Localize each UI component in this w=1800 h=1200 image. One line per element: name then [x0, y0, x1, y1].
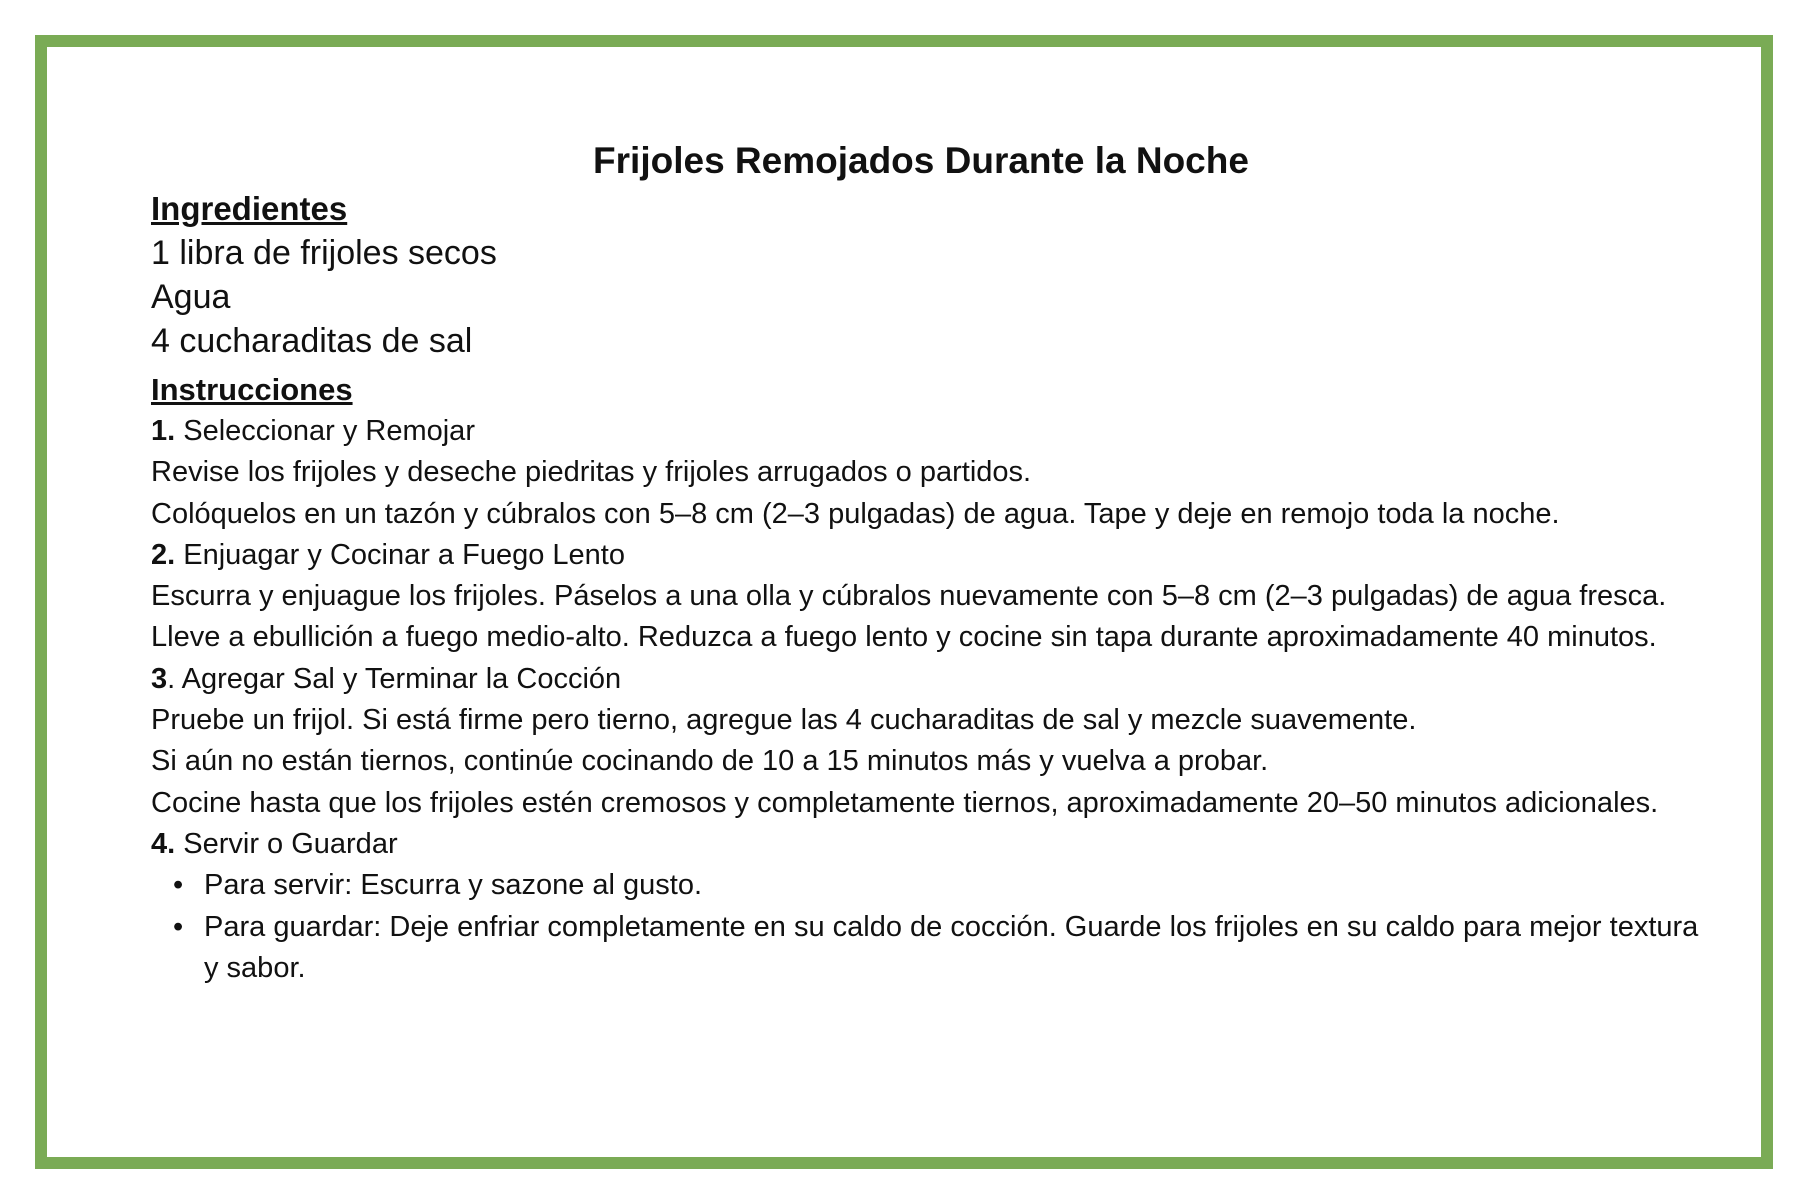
- step-title: [151, 411, 1751, 452]
- instructions-heading: Instrucciones: [151, 372, 353, 407]
- step-instruction: Cocine hasta que los frijoles estén cremosos y completamente tiernos, aproximadamente 20–50 minutos adicionales.: [151, 786, 1659, 819]
- step-2: [151, 535, 1751, 659]
- step-number: 2.: [151, 538, 176, 571]
- step-title-text: . Agregar Sal y Terminar la Cocción: [167, 662, 622, 695]
- step-1: [151, 411, 1751, 535]
- ingredients-list: [151, 231, 1751, 363]
- list-item: [151, 907, 1751, 990]
- bullet-text: Para guardar: Deje enfriar completamente en su caldo de cocción. Guarde los frijoles en su caldo para mejor textura y sabor.: [204, 910, 1699, 984]
- step-title-text: Enjuagar y Cocinar a Fuego Lento: [175, 538, 625, 571]
- step-4: [151, 824, 1751, 989]
- bullet-text: Para servir: Escurra y sazone al gusto.: [204, 869, 703, 902]
- step-3: [151, 659, 1751, 824]
- bullet-icon: •: [173, 910, 184, 943]
- bullet-icon: •: [173, 869, 184, 902]
- step-title-text: Servir o Guardar: [175, 827, 398, 860]
- step-number: 3: [151, 662, 168, 695]
- step-title: [151, 535, 1751, 576]
- ingredients-heading: Ingredientes: [151, 190, 348, 227]
- list-item: [151, 865, 1751, 906]
- recipe-card-frame: [35, 35, 1773, 1169]
- step-number: 4.: [151, 827, 176, 860]
- step-instruction: Si aún no están tiernos, continúe cocinando de 10 a 15 minutos más y vuelva a probar.: [151, 745, 1269, 778]
- ingredient-item: 4 cucharaditas de sal: [151, 322, 473, 360]
- ingredient-item: 1 libra de frijoles secos: [151, 234, 497, 272]
- step-title-text: Seleccionar y Remojar: [175, 415, 475, 447]
- step-instruction: Lleve a ebullición a fuego medio-alto. Reduzca a fuego lento y cocine sin tapa durante aproximadamente 40 minutos.: [151, 621, 1657, 654]
- step-instruction: Revise los frijoles y deseche piedritas y frijoles arrugados o partidos.: [151, 456, 1032, 489]
- step-title: [151, 659, 1751, 700]
- step-number: 1.: [151, 415, 176, 447]
- step-instruction: Pruebe un frijol. Si está firme pero tierno, agregue las 4 cucharaditas de sal y mezcle suavemente.: [151, 704, 1417, 737]
- step-instruction: Colóquelos en un tazón y cúbralos con 5–8 cm (2–3 pulgadas) de agua. Tape y deje en remojo toda la noche.: [151, 497, 1560, 530]
- step-instruction: Escurra y enjuague los frijoles. Páselos a una olla y cúbralos nuevamente con 5–8 cm (2–3 pulgadas) de agua fresca.: [151, 580, 1667, 613]
- recipe-title: Frijoles Remojados Durante la Noche: [593, 140, 1249, 181]
- bullet-list: [151, 865, 1751, 989]
- recipe-content: [151, 135, 1751, 989]
- step-title: [151, 824, 1751, 865]
- ingredient-item: Agua: [151, 278, 231, 316]
